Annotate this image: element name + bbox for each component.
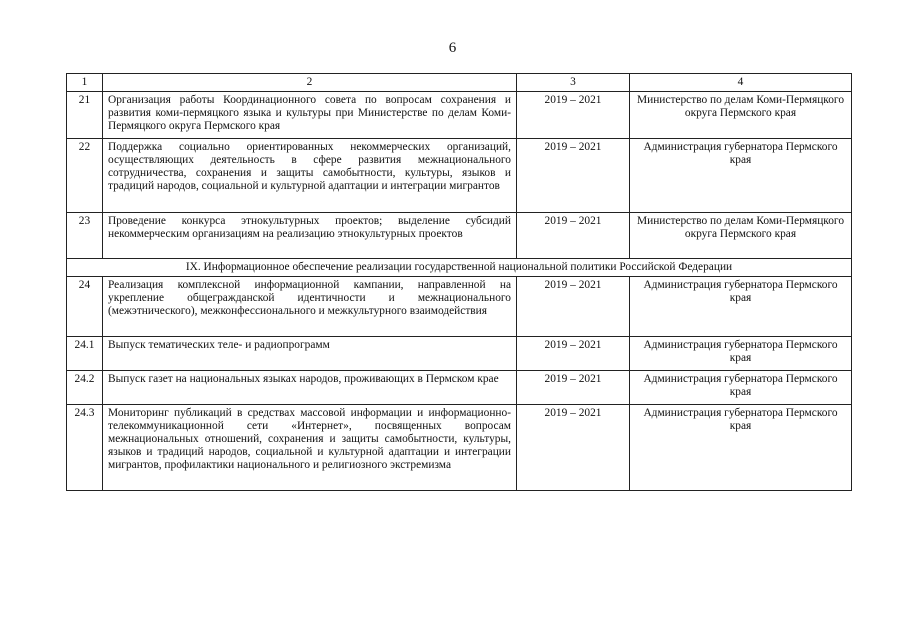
table-row (67, 370, 852, 404)
row-period: 2019 – 2021 (517, 370, 630, 404)
row-period: 2019 – 2021 (517, 276, 630, 336)
table-row (67, 213, 852, 259)
row-number: 24.2 (67, 370, 103, 404)
header-cell: 1 (67, 74, 103, 92)
measures-table (66, 73, 852, 491)
row-executor: Администрация губернатора Пермского края (630, 370, 852, 404)
table-row (67, 404, 852, 490)
table-header-row (67, 74, 852, 92)
row-activity: Выпуск газет на национальных языках народов, проживающих в Пермском крае (103, 370, 517, 404)
row-period: 2019 – 2021 (517, 139, 630, 213)
header-cell: 2 (103, 74, 517, 92)
table-row (67, 276, 852, 336)
row-activity: Выпуск тематических теле- и радиопрограмм (103, 336, 517, 370)
row-executor: Министерство по делам Коми-Пермяцкого округа Пермского края (630, 213, 852, 259)
row-number: 22 (67, 139, 103, 213)
row-number: 24.3 (67, 404, 103, 490)
row-executor: Администрация губернатора Пермского края (630, 139, 852, 213)
page-number: 6 (448, 40, 457, 56)
row-number: 24.1 (67, 336, 103, 370)
row-number: 24 (67, 276, 103, 336)
header-cell: 3 (517, 74, 630, 92)
table-row (67, 92, 852, 139)
section-title: IX. Информационное обеспечение реализации государственной национальной политики Российской Федерации (67, 259, 852, 277)
row-executor: Администрация губернатора Пермского края (630, 336, 852, 370)
row-activity: Реализация комплексной информационной кампании, направленной на укрепление общегражданской идентичности и межнационального (межэтнического), межконфессионального и межкультурного взаимодействия (103, 276, 517, 336)
row-activity: Организация работы Координационного совета по вопросам сохранения и развития коми-пермяцкого языка и культуры при Министерстве по делам Коми-Пермяцкого округа Пермского края (103, 92, 517, 139)
row-period: 2019 – 2021 (517, 336, 630, 370)
section-row (67, 259, 852, 277)
row-activity: Поддержка социально ориентированных некоммерческих организаций, осуществляющих деятельность в сфере развития межнационального сотрудничества, сохранения и защиты самобытности, культуры, языков и традиций народов, социальной и культурной адаптации и интеграции мигрантов (103, 139, 517, 213)
row-executor: Министерство по делам Коми-Пермяцкого округа Пермского края (630, 92, 852, 139)
row-period: 2019 – 2021 (517, 404, 630, 490)
row-activity: Проведение конкурса этнокультурных проектов; выделение субсидий некоммерческим организациям на реализацию этнокультурных проектов (103, 213, 517, 259)
row-number: 21 (67, 92, 103, 139)
row-period: 2019 – 2021 (517, 213, 630, 259)
table-row (67, 139, 852, 213)
row-executor: Администрация губернатора Пермского края (630, 404, 852, 490)
row-executor: Администрация губернатора Пермского края (630, 276, 852, 336)
row-activity: Мониторинг публикаций в средствах массовой информации и информационно-телекоммуникационной сети «Интернет», посвященных вопросам межнациональных отношений, сохранения и защиты самобытности, культуры, языков и традиций народов, социальной и культурной адаптации и интеграции мигрантов, профилактики национального и религиозного экстремизма (103, 404, 517, 490)
header-cell: 4 (630, 74, 852, 92)
row-number: 23 (67, 213, 103, 259)
row-period: 2019 – 2021 (517, 92, 630, 139)
table-row (67, 336, 852, 370)
